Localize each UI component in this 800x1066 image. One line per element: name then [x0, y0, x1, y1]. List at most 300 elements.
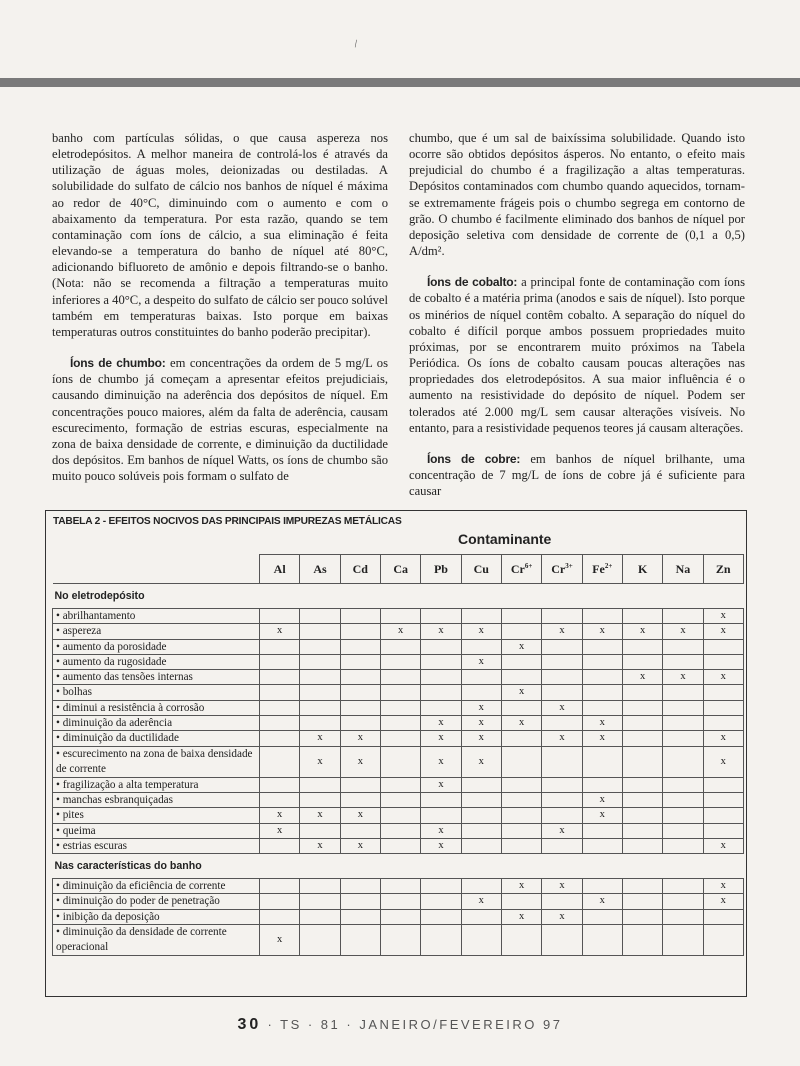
column-header — [703, 555, 743, 584]
table-row — [53, 838, 744, 853]
paragraph-cobalt-ions — [409, 274, 745, 436]
table-cell — [380, 823, 420, 838]
table-cell — [340, 700, 380, 715]
table-cell: x — [421, 746, 461, 777]
table-row — [53, 746, 744, 777]
table-cell — [421, 700, 461, 715]
table-cell — [300, 700, 340, 715]
table-cell — [380, 909, 420, 924]
table-row — [53, 624, 744, 639]
column-header — [421, 555, 461, 584]
table-cell — [582, 670, 622, 685]
table-cell — [542, 792, 582, 807]
table-cell: x — [582, 894, 622, 909]
table-cell — [340, 879, 380, 894]
table-cell: x — [703, 746, 743, 777]
row-label: • inibição da deposição — [53, 909, 260, 924]
table-cell — [663, 925, 703, 956]
table-cell: x — [542, 823, 582, 838]
table-cell — [340, 670, 380, 685]
row-label: • diminuição da ductilidade — [53, 731, 260, 746]
row-label: • manchas esbranquiçadas — [53, 792, 260, 807]
column-header-label: Cu — [473, 561, 489, 576]
column-header-label: Zn — [715, 561, 731, 576]
table-cell — [582, 700, 622, 715]
table-cell — [501, 808, 541, 823]
table-cell — [421, 808, 461, 823]
table-cell — [461, 792, 501, 807]
row-label: • abrilhantamento — [53, 609, 260, 624]
column-header-label: Cr — [551, 561, 566, 576]
table-cell: x — [340, 746, 380, 777]
table-cell — [622, 654, 662, 669]
left-column — [52, 130, 388, 484]
table-cell — [300, 716, 340, 731]
table-cell — [260, 838, 300, 853]
table-cell — [542, 609, 582, 624]
table-cell — [380, 716, 420, 731]
table-header-row — [53, 555, 744, 584]
table-row — [53, 909, 744, 924]
table-cell — [663, 823, 703, 838]
paragraph-copper-ions — [409, 451, 745, 499]
paragraph-calcium: banho com partículas sólidas, o que causa aspereza nos eletrodepósitos. A melhor maneira de controlá-los é através da utilização de águas moles, deionizadas ou destiladas. A solubilidade do sulfato de cálcio nos banhos de níquel é máxima ao redor de 40°C, diminuindo com o aumento e com o abaixamento da temperatura. Por esta razão, quando se tem contaminação com íons de cálcio, a sua eliminação é feita elevando-se a temperatura do banho de níquel até 80°C, adicionando bifluoreto de amônio e depois filtrando-se o banho. (Nota: não se recomenda a filtração a temperaturas muito inferiores a 40°C, a despeito do sulfato de cálcio ser pouco solúvel também em temperaturas baixas. Isto porque em baixas temperaturas outros constituintes do banho poderão precipitar). — [52, 131, 388, 339]
table-cell — [663, 639, 703, 654]
table-cell — [501, 777, 541, 792]
table-cell — [663, 909, 703, 924]
table-cell: x — [542, 909, 582, 924]
table-cell — [260, 894, 300, 909]
table-cell — [300, 777, 340, 792]
table-cell: x — [380, 624, 420, 639]
table-cell: x — [340, 838, 380, 853]
row-label: • diminuição da eficiência de corrente — [53, 879, 260, 894]
table-corner-cell — [53, 555, 260, 584]
table-cell: x — [663, 670, 703, 685]
table-cell — [421, 925, 461, 956]
table-cell — [501, 792, 541, 807]
column-header — [582, 555, 622, 584]
table-cell — [542, 654, 582, 669]
table-cell — [340, 609, 380, 624]
column-header — [340, 555, 380, 584]
table-cell: x — [501, 716, 541, 731]
table-cell — [300, 879, 340, 894]
table-cell: x — [340, 808, 380, 823]
table-cell — [421, 879, 461, 894]
page-number: 30 — [237, 1016, 262, 1033]
table-cell — [260, 746, 300, 777]
table-cell — [703, 639, 743, 654]
table-row — [53, 808, 744, 823]
column-header-charge: 3+ — [565, 561, 573, 570]
table-cell: x — [703, 624, 743, 639]
lead-heading: Íons de cobalto: — [427, 275, 518, 290]
table-caption: TABELA 2 - EFEITOS NOCIVOS DAS PRINCIPAIS IMPUREZAS METÁLICAS — [53, 516, 402, 527]
table-cell — [380, 746, 420, 777]
table-cell — [622, 746, 662, 777]
table-cell: x — [461, 654, 501, 669]
table-cell — [622, 808, 662, 823]
table-group-header: Contaminante — [458, 531, 552, 547]
row-label: • queima — [53, 823, 260, 838]
table-cell: x — [542, 624, 582, 639]
column-header — [380, 555, 420, 584]
row-label: • diminuição da densidade de corrente operacional — [53, 925, 260, 956]
table-cell — [622, 894, 662, 909]
table-cell — [300, 894, 340, 909]
table-cell — [703, 777, 743, 792]
table-cell — [501, 925, 541, 956]
table-cell — [300, 624, 340, 639]
column-header — [622, 555, 662, 584]
column-header-label: K — [637, 561, 648, 576]
table-cell — [703, 716, 743, 731]
table-cell: x — [542, 879, 582, 894]
table-cell — [380, 670, 420, 685]
table-cell — [421, 609, 461, 624]
table-cell — [542, 716, 582, 731]
table-cell — [663, 731, 703, 746]
table-cell: x — [421, 838, 461, 853]
row-label: • pites — [53, 808, 260, 823]
table-cell: x — [582, 731, 622, 746]
table-row — [53, 823, 744, 838]
table-cell: x — [461, 716, 501, 731]
section-row — [53, 584, 744, 609]
table-row — [53, 670, 744, 685]
lead-heading: Íons de cobre: — [427, 451, 521, 466]
table-cell — [703, 925, 743, 956]
table-cell — [260, 777, 300, 792]
table-cell — [582, 609, 622, 624]
table-cell — [663, 716, 703, 731]
table-row — [53, 894, 744, 909]
table-cell: x — [421, 823, 461, 838]
table-cell — [340, 639, 380, 654]
table-cell — [461, 838, 501, 853]
table-cell — [542, 838, 582, 853]
table-cell — [300, 639, 340, 654]
table-cell — [300, 909, 340, 924]
table-cell — [501, 700, 541, 715]
table-cell — [542, 746, 582, 777]
table-row — [53, 879, 744, 894]
table-row — [53, 716, 744, 731]
table-cell — [300, 609, 340, 624]
paragraph-text: a principal fonte de contaminação com íons de cobalto é a matéria prima (anodos e sais de níquel). Isto porque os minérios de níquel contêm cobalto. A separação do níquel do cobalto é difícil porque ambos possuem propriedades muito próximas, por se encontrarem muito próximos na Tabela Periódica. Os íons de cobalto causam poucas alterações nas propriedades dos eletrodepósitos. A sua maior influência é o aumento na resistividade do depósito de níquel. Podem ser tolerados até 2.000 mg/L sem causar alterações visíveis. No entanto, para a resistividade pequenos teores já causam alterações. — [409, 275, 745, 435]
table-cell — [542, 925, 582, 956]
table-cell — [340, 624, 380, 639]
table-cell — [501, 624, 541, 639]
table-cell — [622, 879, 662, 894]
table-cell: x — [663, 624, 703, 639]
row-label: • diminuição do poder de penetração — [53, 894, 260, 909]
table-cell — [260, 879, 300, 894]
table-cell — [622, 838, 662, 853]
table-cell — [380, 879, 420, 894]
stray-mark: \ — [351, 38, 360, 50]
row-label: • diminui a resistência à corrosão — [53, 700, 260, 715]
table-cell: x — [421, 624, 461, 639]
table-cell: x — [461, 624, 501, 639]
right-column — [409, 130, 745, 499]
table-cell — [260, 654, 300, 669]
table-cell: x — [260, 624, 300, 639]
table-cell — [300, 670, 340, 685]
section-title: Nas características do banho — [53, 854, 744, 879]
table-cell — [380, 925, 420, 956]
table-cell — [461, 609, 501, 624]
table-cell — [663, 894, 703, 909]
table-cell — [461, 777, 501, 792]
table-row — [53, 777, 744, 792]
table-cell: x — [582, 716, 622, 731]
table-cell — [622, 731, 662, 746]
impurities-table — [52, 554, 744, 956]
table-cell — [461, 670, 501, 685]
table-cell: x — [421, 731, 461, 746]
table-cell — [501, 894, 541, 909]
table-cell — [582, 746, 622, 777]
table-cell — [380, 639, 420, 654]
table-cell — [461, 808, 501, 823]
table-cell: x — [703, 731, 743, 746]
table-cell — [421, 670, 461, 685]
header-rule — [0, 78, 800, 87]
table-cell — [501, 823, 541, 838]
table-cell — [703, 654, 743, 669]
table-cell: x — [421, 777, 461, 792]
table-cell — [622, 792, 662, 807]
table-cell — [663, 746, 703, 777]
table-cell — [380, 700, 420, 715]
table-cell — [340, 925, 380, 956]
row-label: • escurecimento na zona de baixa densidade de corrente — [53, 746, 260, 777]
table-cell — [582, 777, 622, 792]
column-header-label: Al — [273, 561, 286, 576]
table-cell — [663, 654, 703, 669]
table-cell: x — [260, 823, 300, 838]
table-cell: x — [340, 731, 380, 746]
table-cell — [501, 670, 541, 685]
table-cell — [461, 685, 501, 700]
table-row — [53, 792, 744, 807]
table-row — [53, 654, 744, 669]
table-cell — [542, 685, 582, 700]
table-cell — [622, 716, 662, 731]
table-cell — [582, 639, 622, 654]
column-header-label: Cd — [352, 561, 368, 576]
table-cell — [380, 792, 420, 807]
table-cell — [582, 909, 622, 924]
column-header — [542, 555, 582, 584]
table-cell: x — [300, 731, 340, 746]
table-cell — [260, 716, 300, 731]
table-cell — [380, 838, 420, 853]
table-row — [53, 639, 744, 654]
table-cell — [622, 925, 662, 956]
table-cell: x — [703, 838, 743, 853]
table-cell: x — [461, 746, 501, 777]
table-cell — [622, 685, 662, 700]
table-cell: x — [703, 670, 743, 685]
table-cell — [421, 639, 461, 654]
column-header-charge: 2+ — [604, 561, 613, 570]
table-cell — [582, 685, 622, 700]
table-cell — [300, 792, 340, 807]
column-header — [461, 555, 501, 584]
table-cell — [260, 609, 300, 624]
table-cell — [501, 838, 541, 853]
column-header — [501, 555, 541, 584]
table-cell — [380, 685, 420, 700]
table-cell: x — [461, 894, 501, 909]
table-cell — [703, 909, 743, 924]
column-header-label: As — [313, 561, 327, 576]
table-cell — [582, 654, 622, 669]
table-cell — [622, 639, 662, 654]
table-cell: x — [542, 731, 582, 746]
table-cell — [380, 654, 420, 669]
row-label: • aumento da porosidade — [53, 639, 260, 654]
table-cell — [622, 909, 662, 924]
table-cell — [340, 685, 380, 700]
table-cell — [260, 670, 300, 685]
table-cell — [663, 700, 703, 715]
footer-issue: · TS · 81 · JANEIRO/FEVEREIRO 97 — [267, 1017, 563, 1032]
table-cell — [300, 685, 340, 700]
table-cell — [461, 909, 501, 924]
table-cell — [501, 654, 541, 669]
table-cell — [421, 894, 461, 909]
table-cell — [542, 808, 582, 823]
table-cell — [380, 894, 420, 909]
row-label: • aumento das tensões internas — [53, 670, 260, 685]
table-cell — [300, 654, 340, 669]
table-cell: x — [622, 624, 662, 639]
table-cell — [461, 823, 501, 838]
table-cell — [260, 731, 300, 746]
paragraph-text: em concentrações da ordem de 5 mg/L os íons de chumbo já começam a apresentar efeitos prejudiciais, causando diminuição na aderência dos depósitos de níquel. Em concentrações pouco maiores, além da falta de aderência, causam escurecimento, formação de estrias escuras, especialmente na zona de baixa densidade de corrente, e diminuição da ductilidade dos depósitos. Em banhos de níquel Watts, os íons de chumbo são muito pouco solúveis pois formam o sulfato de — [52, 356, 388, 484]
table-cell: x — [501, 685, 541, 700]
table-cell — [703, 823, 743, 838]
row-label: • diminuição da aderência — [53, 716, 260, 731]
table-cell — [340, 777, 380, 792]
table-cell — [421, 685, 461, 700]
table-cell — [622, 609, 662, 624]
table-cell: x — [461, 700, 501, 715]
table-cell — [300, 823, 340, 838]
table-cell — [340, 909, 380, 924]
table-cell — [703, 792, 743, 807]
table-cell — [340, 792, 380, 807]
table-row — [53, 685, 744, 700]
table-cell — [663, 838, 703, 853]
table-cell — [582, 879, 622, 894]
table-cell — [582, 838, 622, 853]
table-cell: x — [542, 700, 582, 715]
table-cell: x — [421, 716, 461, 731]
table-cell — [663, 808, 703, 823]
table-cell — [300, 925, 340, 956]
table-cell: x — [703, 879, 743, 894]
column-header-label: Fe — [592, 561, 605, 576]
table-cell — [663, 609, 703, 624]
row-label: • aspereza — [53, 624, 260, 639]
table-cell: x — [300, 746, 340, 777]
column-header — [300, 555, 340, 584]
table-cell — [461, 639, 501, 654]
table-cell — [260, 792, 300, 807]
table-cell — [260, 685, 300, 700]
column-header-label: Pb — [433, 561, 448, 576]
row-label: • aumento da rugosidade — [53, 654, 260, 669]
table-cell — [421, 909, 461, 924]
table-cell — [703, 700, 743, 715]
table-cell — [260, 909, 300, 924]
table-cell — [542, 639, 582, 654]
table-cell — [663, 777, 703, 792]
table-cell — [340, 716, 380, 731]
table-cell: x — [461, 731, 501, 746]
table-cell — [421, 792, 461, 807]
table-cell — [340, 894, 380, 909]
table-cell: x — [300, 808, 340, 823]
table-cell — [622, 823, 662, 838]
table-row — [53, 609, 744, 624]
table-cell — [663, 685, 703, 700]
row-label: • fragilização a alta temperatura — [53, 777, 260, 792]
table-cell — [380, 731, 420, 746]
table-cell — [461, 879, 501, 894]
table-cell: x — [622, 670, 662, 685]
table-cell — [703, 808, 743, 823]
table-cell — [582, 823, 622, 838]
section-title: No eletrodepósito — [53, 584, 744, 609]
table-cell — [421, 654, 461, 669]
table-cell — [380, 777, 420, 792]
table-cell: x — [703, 894, 743, 909]
column-header-charge: 6+ — [524, 561, 533, 570]
table-cell: x — [300, 838, 340, 853]
column-header-label: Cr — [510, 561, 525, 576]
table-cell — [380, 808, 420, 823]
table-cell — [542, 670, 582, 685]
table-cell — [501, 731, 541, 746]
table-cell: x — [703, 609, 743, 624]
column-header-label: Ca — [393, 561, 408, 576]
table-cell: x — [260, 925, 300, 956]
row-label: • estrias escuras — [53, 838, 260, 853]
column-header — [260, 555, 300, 584]
table-cell — [501, 746, 541, 777]
table-row — [53, 731, 744, 746]
table-cell — [501, 609, 541, 624]
table-cell — [340, 654, 380, 669]
paragraph-text: em banhos de níquel brilhante, uma concentração de 7 mg/L de íons de cobre já é suficiente para causar — [409, 451, 745, 499]
table-cell: x — [582, 792, 622, 807]
table-cell — [260, 639, 300, 654]
column-header — [663, 555, 703, 584]
paragraph-lead-ions — [52, 355, 388, 484]
table-cell: x — [582, 624, 622, 639]
table-cell — [622, 700, 662, 715]
table-cell: x — [582, 808, 622, 823]
table-cell — [622, 777, 662, 792]
table-cell — [663, 792, 703, 807]
section-row — [53, 854, 744, 879]
